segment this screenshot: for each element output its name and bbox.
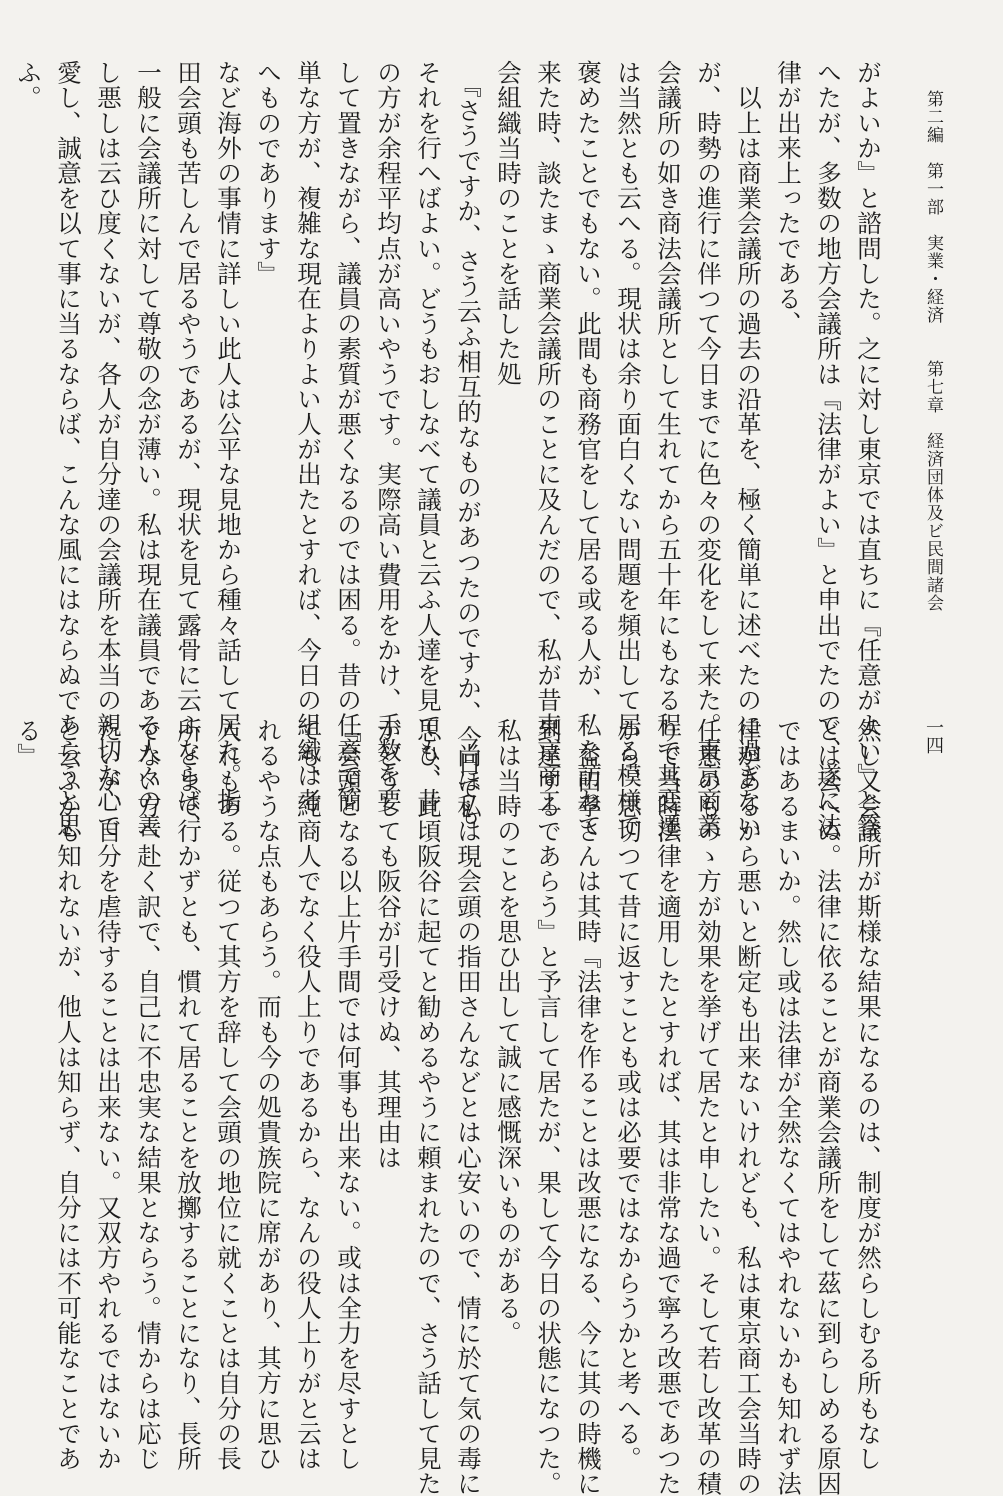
text-line: は当然とも云へる。現状は余り面白くない問題を頻出して居る模様で <box>614 60 643 839</box>
text-line: がよいか』と諮問した。之に対し東京では直ちに『任意がよい』と答 <box>854 60 883 839</box>
text-line: 以上は商業会議所の過去の沿革を、極く簡単に述べたのに過ぎない <box>734 60 763 839</box>
text-line: へたが、多数の地方会議所は『法律がよい』と申出でたので、遂に法 <box>814 60 843 839</box>
text-line: と云ふかも知れないが、他人は知らず、自分には不可能なことであ <box>54 718 83 1471</box>
text-line: 任意のものゝ方が効果を挙げて居たと申したい。そして若し改革の積 <box>694 718 723 1496</box>
text-line: から、思切つて昔に返すことも或は必要ではなからうかと考へる。 <box>614 718 643 1471</box>
text-line: 愛し、誠意を以て事に当るならば、こんな風にはならぬであらうと思 <box>54 60 83 839</box>
text-line: れるやうな点もあらう。而も今の処貴族院に席があり、其方に思ひ <box>254 718 283 1471</box>
text-line: 会組織当時のことを話した処 <box>494 60 523 387</box>
text-line: でない方へ赴く訳で、自己に不忠実な結果とならう。情からは応じ <box>134 718 163 1471</box>
text-line: 会議所の如き商法会議所として生れてから五十年にもなる程で其変遷 <box>654 60 683 839</box>
text-line: 褒めたことでもない。此間も商務官をして居る或る人が、私を訪ねて <box>574 60 603 839</box>
text-line: し悪しは云ひ度くないが、各人が自分達の会議所を本当の親切な心で <box>94 60 123 839</box>
text-line: へものであります』 <box>254 60 283 286</box>
text-line: 来た時、談たまゝ商業会議所のことに及んだので、私が昔東京商工 <box>534 60 563 813</box>
text-line: 尚ほ私は現会頭の指田さんなどとは心安いので、情に於て気の毒に <box>454 718 483 1496</box>
text-line: 私は当時のことを思ひ出して誠に感慨深いものがある。 <box>494 718 523 1346</box>
text-line: など海外の事情に詳しい此人は公平な見地から種々話して居た。指 <box>214 60 243 813</box>
text-line: 律があるから悪いと断定も出来ないけれども、私は東京商工会当時の <box>734 718 763 1496</box>
running-head: 第二編 第一部 実業・経済 第七章 経済団体及ビ民間諸会 <box>923 90 943 612</box>
text-line: が、時勢の進行に伴つて今日までに色々の変化をして来た。東京商業 <box>694 60 723 839</box>
text-line: 田会頭も苦しんで居るやうであるが、現状を見て露骨に云ふならば、 <box>174 60 203 839</box>
text-line: ふ。 <box>14 60 43 111</box>
text-line: る』 <box>14 718 43 769</box>
text-line: 律が出来上ったである、 <box>774 60 803 337</box>
text-line: 『会頭となる以上片手間では何事も出来ない。或は全力を尽すとし <box>334 718 363 1471</box>
text-line: 然し又会議所が斯様な結果になるのは、制度が然らしむる所もなし <box>854 718 883 1471</box>
text-line: 入れもある。従つて其方を辞して会頭の地位に就くことは自分の長 <box>214 718 243 1471</box>
lower-text-block <box>14 718 888 1496</box>
text-line: それを行へばよい。どうもおしなべて議員と云ふ人達を見ても、昔 <box>414 60 443 813</box>
page-number: 一四 <box>923 718 944 754</box>
text-line: 思ひ、此頃阪谷に起てと勧めるやうに頼まれたので、さう話して見た <box>414 718 443 1496</box>
text-line: たいが、自分を虐待することは出来ない。又双方やれるではないか <box>94 718 123 1471</box>
text-line: りで当時法律を適用したとすれば、其は非常な過で寧ろ改悪であつた <box>654 718 683 1496</box>
text-line: 一般に会議所に対して尊敬の念が薄い。私は現在議員である人々の善 <box>134 60 163 839</box>
text-line: の方が余程平均点が高いやうです。実際高い費用をかけ、手数を要 <box>374 60 403 813</box>
text-line: 単な方が、複雑な現在よりよい人が出たとすれば、今日の組織は考 <box>294 60 323 813</box>
text-line: 所とまで行かずとも、慣れて居ることを放擲することになり、長所 <box>174 718 203 1471</box>
text-line: がどうしても阪谷が引受けぬ、其理由は <box>374 718 403 1170</box>
text-line: 益田孝さんは其時『法律を作ることは改悪になる、今に其の時機に <box>574 718 603 1496</box>
upper-text-block <box>14 60 888 839</box>
text-line: とは云へぬ。法律に依ることが商業会議所をして茲に到らしめる原因 <box>814 718 843 1496</box>
text-line: ではあるまいか。然し或は法律が全然なくてはやれないかも知れず法 <box>774 718 803 1496</box>
text-line: して置きながら、議員の素質が悪くなるのでは困る。昔の任意で簡 <box>334 60 363 813</box>
text-line: ても、純商人でなく役人上りであるから、なんの役人上りがと云は <box>294 718 323 1471</box>
text-line: 『さうですか、さう云ふ相互的なものがあつたのですか、今日でも <box>454 60 483 826</box>
text-line: 到達するであらう』と予言して居たが、果して今日の状態になつた。 <box>534 718 563 1496</box>
